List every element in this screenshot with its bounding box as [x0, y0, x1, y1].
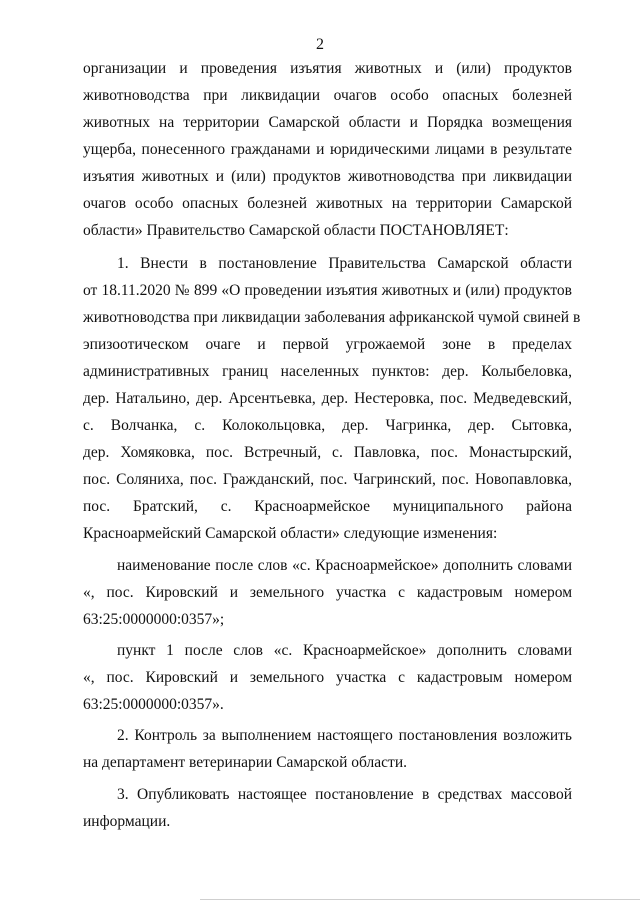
text-line: 63:25:0000000:0357».	[83, 696, 224, 713]
text-line: административных границ населенных пунктов: дер. Колыбеловка,	[83, 363, 572, 380]
text-line: ущерба, понесенного гражданами и юридическими лицами в результате	[83, 141, 572, 158]
text-line: пункт 1 после слов «с. Красноармейское» дополнить словами	[117, 642, 572, 659]
text-line: на департамент ветеринарии Самарской области.	[83, 754, 407, 771]
text-line: очагов особо опасных болезней животных на территории Самарской	[83, 195, 572, 212]
text-line: дер. Натальино, дер. Арсентьевка, дер. Нестеровка, пос. Медведевский,	[83, 390, 572, 407]
text-line: «, пос. Кировский и земельного участка с кадастровым номером	[83, 669, 572, 686]
text-line: пос. Соляниха, пос. Гражданский, пос. Чагринский, пос. Новопавловка,	[83, 471, 572, 488]
text-line: организации и проведения изъятия животных и (или) продуктов	[83, 60, 572, 77]
page-bottom-edge	[200, 899, 640, 900]
text-line: 2. Контроль за выполнением настоящего постановления возложить	[117, 727, 572, 744]
page-number: 2	[316, 36, 324, 53]
text-line: информации.	[83, 813, 171, 830]
text-line: пос. Братский, с. Красноармейское муниципального района	[83, 498, 572, 515]
text-line: животноводства при ликвидации очагов особо опасных болезней	[83, 87, 572, 104]
text-line: 3. Опубликовать настоящее постановление в средствах массовой	[117, 786, 572, 803]
text-line: с. Волчанка, с. Колокольцовка, дер. Чагринка, дер. Сытовка,	[83, 417, 572, 434]
text-line: животноводства при ликвидации заболевания африканской чумой свиней в	[83, 309, 581, 326]
text-line: от 18.11.2020 № 899 «О проведении изъятия животных и (или) продуктов	[83, 282, 572, 299]
text-line: дер. Хомяковка, пос. Встречный, с. Павловка, пос. Монастырский,	[83, 444, 572, 461]
text-line: 63:25:0000000:0357»;	[83, 611, 225, 628]
text-line: 1. Внести в постановление Правительства Самарской области	[117, 255, 572, 272]
text-line: животных на территории Самарской области и Порядка возмещения	[83, 114, 572, 131]
text-line: изъятия животных и (или) продуктов животноводства при ликвидации	[83, 168, 572, 185]
text-line: «, пос. Кировский и земельного участка с кадастровым номером	[83, 584, 572, 601]
text-line: эпизоотическом очаге и первой угрожаемой зоне в пределах	[83, 336, 572, 353]
text-line: наименование после слов «с. Красноармейское» дополнить словами	[117, 557, 572, 574]
text-line: области» Правительство Самарской области ПОСТАНОВЛЯЕТ:	[83, 222, 509, 239]
text-line: Красноармейский Самарской области» следующие изменения:	[83, 525, 498, 542]
